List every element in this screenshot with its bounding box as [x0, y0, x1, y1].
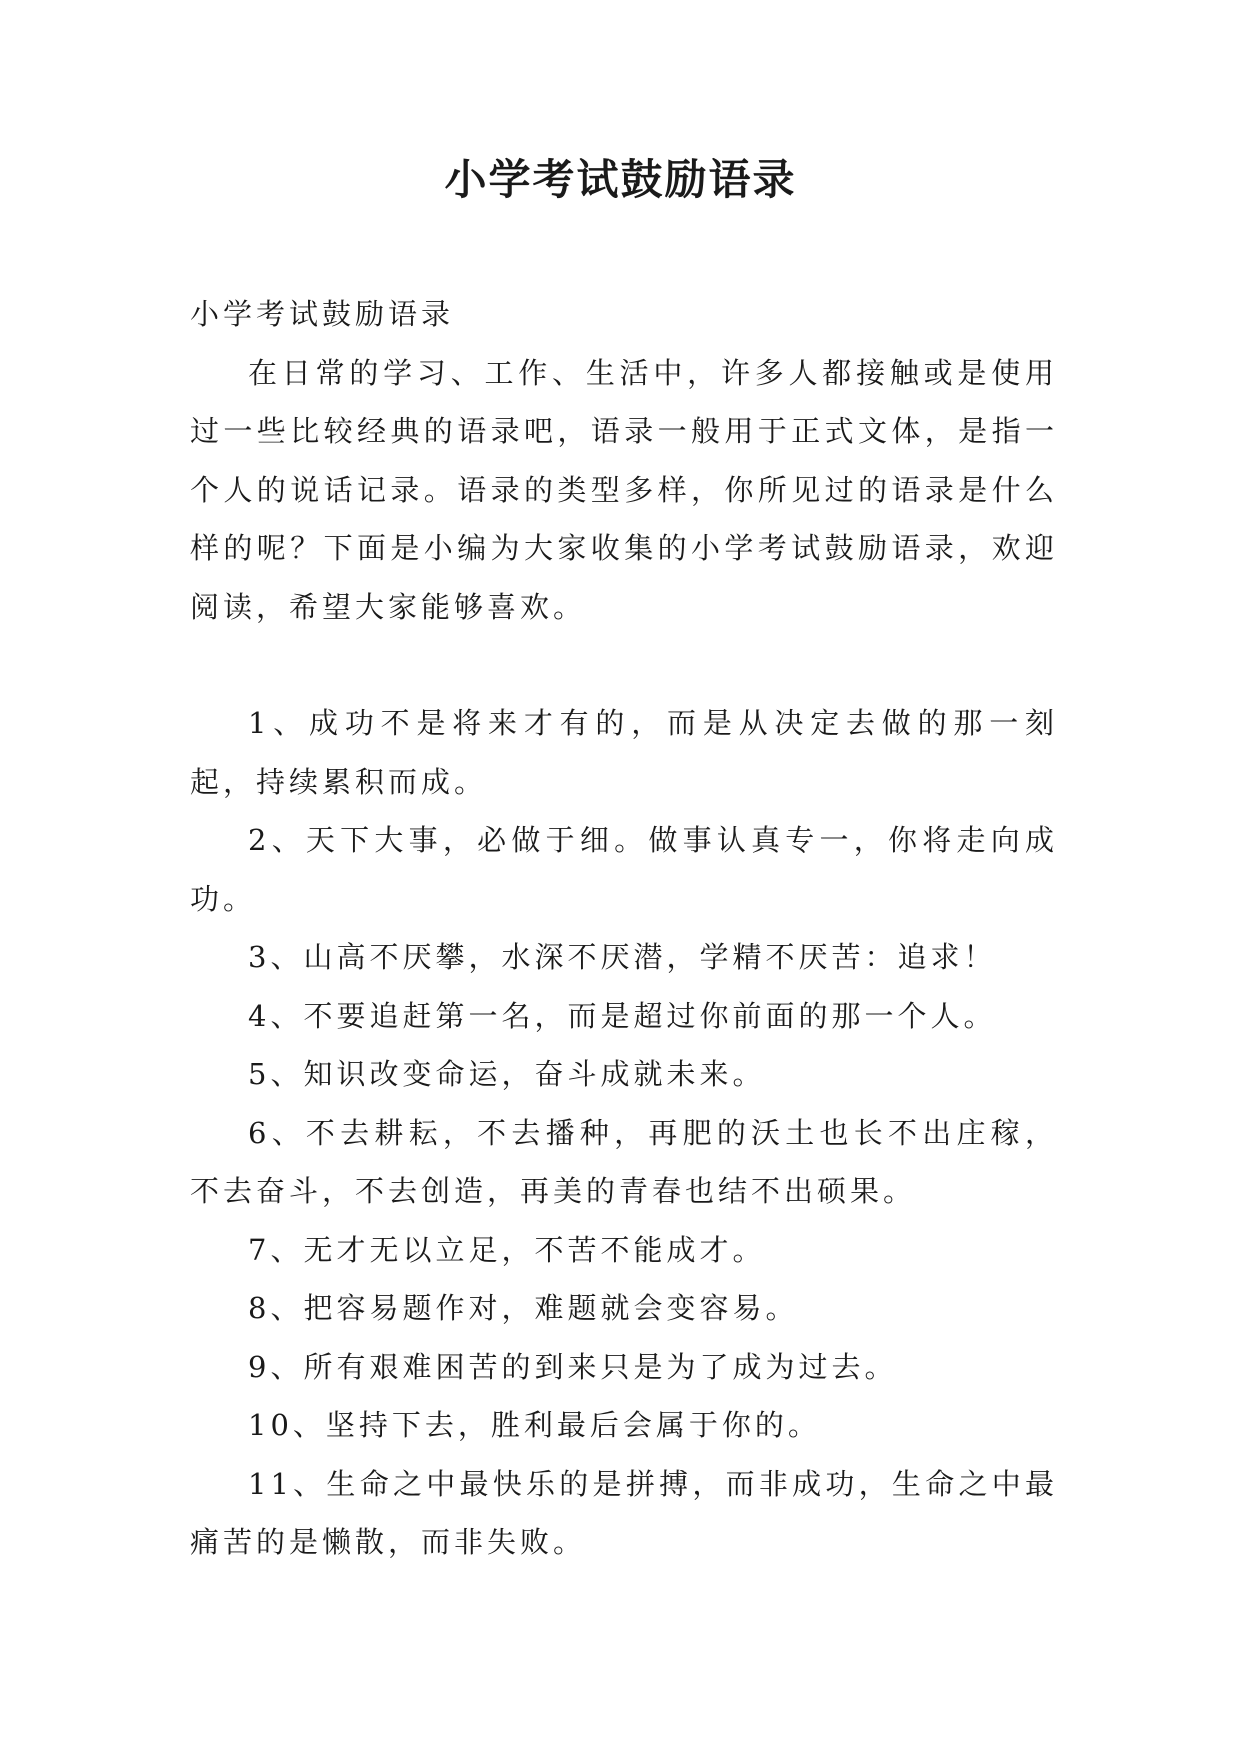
- document-subtitle: 小学考试鼓励语录: [190, 297, 455, 331]
- quote-item-3: 3、山高不厌攀，水深不厌潜，学精不厌苦：追求！: [248, 940, 997, 974]
- quote-item-1: 1、成功不是将来才有的，而是从决定去做的那一刻起，持续累积而成。: [190, 706, 1058, 799]
- quote-item-5: 5、知识改变命运，奋斗成就未来。: [248, 1057, 766, 1091]
- paragraph-spacer: [190, 636, 1058, 694]
- quote-item-7: 7、无才无以立足，不苦不能成才。: [248, 1232, 766, 1267]
- quote-item-8: 8、把容易题作对，难题就会变容易。: [248, 1291, 799, 1325]
- quote-item-4: 4、不要追赶第一名，而是超过你前面的那一个人。: [248, 998, 997, 1033]
- quote-item-2: 2、天下大事，必做于细。做事认真专一，你将走向成功。: [190, 823, 1058, 916]
- quote-item-10: 10、坚持下去，胜利最后会属于你的。: [248, 1408, 821, 1442]
- quote-item-9: 9、所有艰难困苦的到来只是为了成为过去。: [248, 1349, 898, 1384]
- intro-paragraph: 在日常的学习、工作、生活中，许多人都接触或是使用过一些比较经典的语录吧，语录一般用于正式文体，是指一个人的说话记录。语录的类型多样，你所见过的语录是什么样的呢？下面是小编为大家收集的小学考试鼓励语录，欢迎阅读，希望大家能够喜欢。: [190, 355, 1058, 624]
- document-title: 小学考试鼓励语录: [444, 155, 797, 204]
- quote-item-11: 11、生命之中最快乐的是拼搏，而非成功，生命之中最痛苦的是懒散，而非失败。: [190, 1466, 1058, 1559]
- document-body: [190, 285, 1058, 1572]
- quote-item-6: 6、不去耕耘，不去播种，再肥的沃土也长不出庄稼，不去奋斗，不去创造，再美的青春也结不出硕果。: [190, 1115, 1058, 1208]
